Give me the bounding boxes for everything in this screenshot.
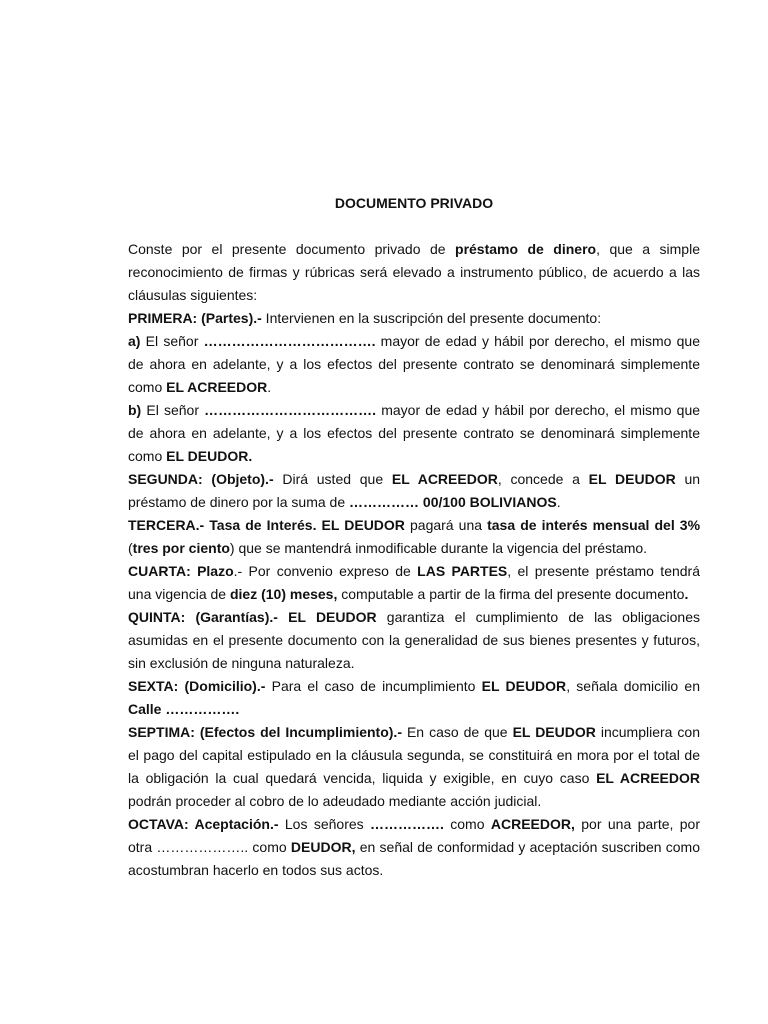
clause-text: Dirá usted que (273, 471, 392, 487)
clause-text: un préstamo de dinero por la suma de (128, 471, 701, 510)
clause-text: computable a partir de la firma del presente documento (337, 586, 685, 602)
clause-text: Intervienen en la suscripción del presente documento: (261, 310, 602, 326)
clause-text: En caso de que (401, 724, 513, 740)
clause-sexta (128, 675, 700, 721)
intro-text-2: , que a simple reconocimiento de firmas y rúbricas será elevado a instrumento público, de acuerdo a las cláusulas siguientes: (128, 241, 700, 303)
clause-heading: PRIMERA: (Partes).- (128, 310, 262, 326)
party-text: El señor (141, 402, 205, 418)
document-page (128, 192, 700, 882)
loan-term: diez (10) meses, (229, 586, 338, 602)
clause-bold: EL DEUDOR (588, 471, 676, 487)
name-blank: ……………. (370, 816, 444, 832)
party-text: El señor (140, 333, 204, 349)
clause-text: , señala domicilio en (566, 678, 700, 694)
clause-bold: EL ACREEDOR (596, 770, 701, 786)
clause-bold: EL DEUDOR (481, 678, 567, 694)
clause-text: , el presente préstamo tendrá una vigencia de (128, 563, 701, 602)
clause-text: , concede a (497, 471, 589, 487)
clause-heading: TERCERA.- Tasa de Interés. EL DEUDOR (128, 517, 405, 533)
clause-bold: LAS PARTES (417, 563, 508, 579)
clause-heading: SEXTA: (Domicilio).- (128, 678, 266, 694)
clause-text: podrán proceder al cobro de lo adeudado mediante acción judicial. (128, 793, 542, 809)
clause-text: pagará una (404, 517, 488, 533)
party-label: a) (128, 333, 141, 349)
clause-bold: EL DEUDOR (512, 724, 596, 740)
clause-bold: ACREEDOR, (490, 816, 575, 832)
clause-heading: QUINTA: (Garantías).- EL DEUDOR (128, 609, 377, 625)
clause-segunda (128, 468, 700, 514)
clause-text: Para el caso de incumplimiento (265, 678, 482, 694)
clause-octava (128, 813, 700, 882)
party-name-blank: ………………………………. (204, 402, 377, 418)
intro-text: Conste por el presente documento privado de (128, 241, 456, 257)
clause-bold: . (684, 586, 689, 602)
clause-text: .- Por convenio expreso de (233, 563, 418, 579)
clause-text: garantiza el cumplimiento de las obligaciones asumidas en el presente documento con la generalidad de sus bienes presentes y futuros, sin exclusión de ninguna naturaleza. (128, 609, 700, 671)
clause-bold: tres por ciento (132, 540, 230, 556)
party-role: EL ACREEDOR (166, 379, 268, 395)
clause-text: por una parte, por otra ……………….. como (128, 816, 701, 855)
party-b (128, 399, 700, 468)
intro-bold: préstamo de dinero (455, 241, 597, 257)
party-role: EL DEUDOR (166, 448, 249, 464)
clause-bold: DEUDOR, (290, 839, 356, 855)
party-text-2: mayor de edad y hábil por derecho, el mismo que de ahora en adelante, y a los efectos del presente contrato se denominará simplemente como (128, 402, 701, 464)
party-a (128, 330, 700, 399)
clause-heading: CUARTA: Plazo (128, 563, 234, 579)
intro-paragraph (128, 238, 700, 307)
party-end: . (267, 379, 272, 395)
address-blank: Calle ……………. (128, 701, 240, 717)
clause-heading: SEPTIMA: (Efectos del Incumplimiento).- (128, 724, 402, 740)
clause-cuarta (128, 560, 700, 606)
loan-amount: …………… 00/100 BOLIVIANOS (349, 494, 557, 510)
clause-text: Los señores (278, 816, 371, 832)
clause-heading: OCTAVA: Aceptación.- (128, 816, 279, 832)
party-label: b) (128, 402, 142, 418)
clause-text: incumpliera con el pago del capital estipulado en la cláusula segunda, se constituirá en mora por el total de la obligación la cual quedará vencida, liquida y exigible, en cuyo caso (128, 724, 700, 786)
clause-primera (128, 307, 700, 330)
clause-text: en señal de conformidad y aceptación suscriben como acostumbran hacerlo en todos sus actos. (128, 839, 701, 878)
clause-quinta (128, 606, 700, 675)
party-name-blank: ………………………………. (203, 333, 376, 349)
clause-text: como (443, 816, 491, 832)
clause-bold: EL ACREEDOR (391, 471, 498, 487)
clause-text: . (556, 494, 561, 510)
clause-tercera (128, 514, 700, 560)
clause-heading: SEGUNDA: (Objeto).- (128, 471, 274, 487)
document-title: DOCUMENTO PRIVADO (334, 195, 494, 211)
clause-text: ) que se mantendrá inmodificable durante la vigencia del préstamo. (229, 540, 648, 556)
clause-septima (128, 721, 700, 813)
clause-text: ( (128, 540, 133, 556)
party-end: . (248, 448, 253, 464)
party-text-2: mayor de edad y hábil por derecho, el mismo que de ahora en adelante, y a los efectos del presente contrato se denominará simplemente como (128, 333, 701, 395)
interest-rate: tasa de interés mensual del 3% (487, 517, 701, 533)
